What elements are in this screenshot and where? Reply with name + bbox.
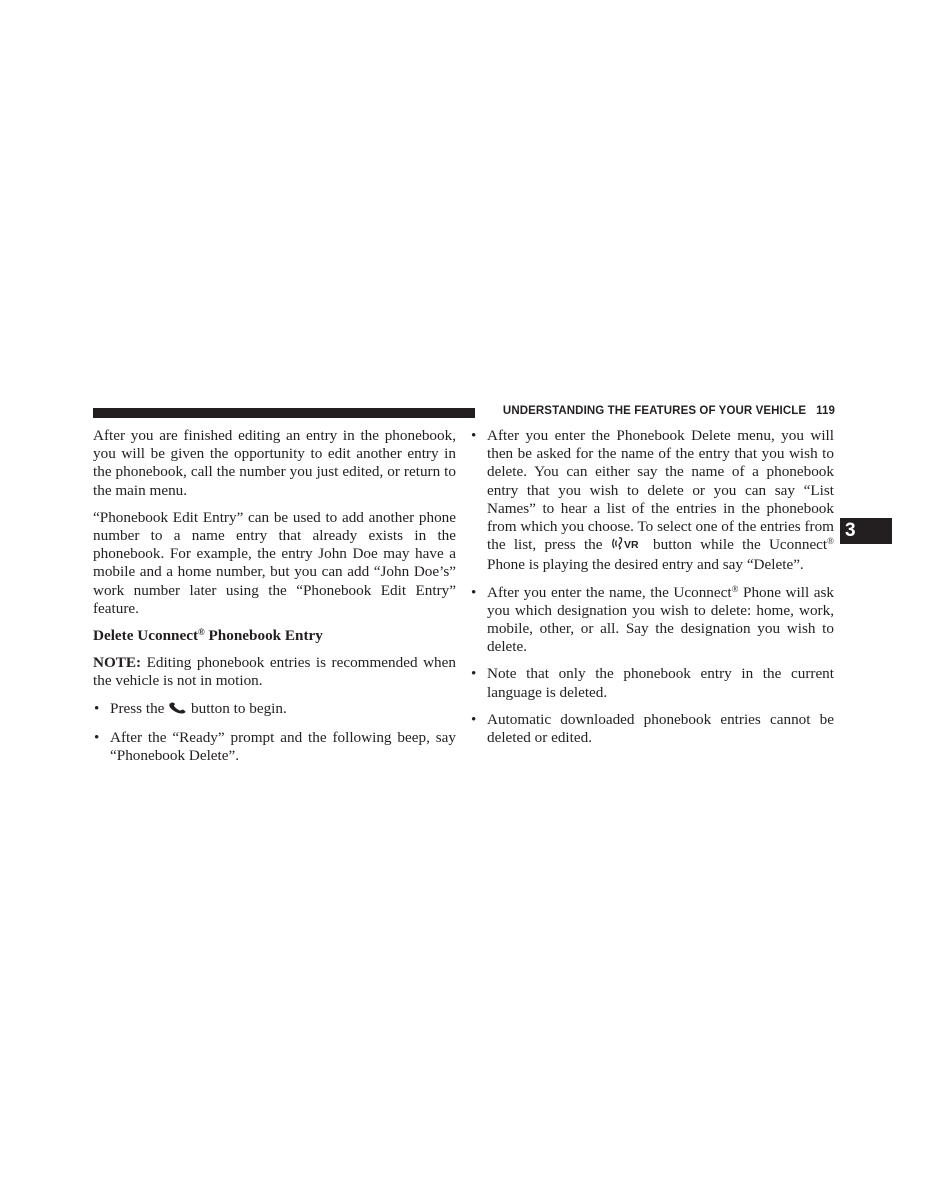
right-column xyxy=(470,427,834,756)
running-header xyxy=(482,405,835,417)
phone-icon xyxy=(168,702,187,720)
intro-paragraph: After you are finished editing an entry in the phonebook, you will be given the opportunity to edit another entry in the phonebook, call the number you just edited, or return to the main menu. xyxy=(93,427,456,499)
left-column xyxy=(93,427,456,774)
voice-recognition-icon xyxy=(611,536,645,556)
edit-entry-paragraph: “Phonebook Edit Entry” can be used to add another phone number to a name entry that already exists in the phonebook. For example, the entry John Doe may have a mobile and a home number, but you can add “John Doe’s” work number later using the “Phonebook Edit Entry” feature. xyxy=(93,508,456,617)
svg-text:VR: VR xyxy=(623,539,639,552)
page-number: 119 xyxy=(816,405,835,417)
list-item: • After you enter the Phonebook Delete menu, you will then be asked for the name of the entry that you wish to delete. You can either say the name of a phonebook entry that you wish to delete or you can say “List Names” to hear a list of the entries in the phonebook from which you choose. To select one of the entries from the list, press the VR button while the Uconnect® Phone is playing the desired entry and say “Delete”. xyxy=(470,427,834,575)
note-paragraph: NOTE: Editing phonebook entries is recommended when the vehicle is not in motion. xyxy=(93,654,456,690)
header-rule xyxy=(93,408,475,418)
list-item: • Note that only the phonebook entry in the current language is deleted. xyxy=(470,665,834,701)
list-item: • After you enter the name, the Uconnect® Phone will ask you which designation you wish to delete: home, work, mobile, other, or all. Say the designation you wish to delete. xyxy=(470,584,834,657)
note-label: NOTE: xyxy=(93,654,142,672)
right-bullet-list xyxy=(470,427,834,747)
list-item: • Automatic downloaded phonebook entries cannot be deleted or edited. xyxy=(470,711,834,747)
list-item: • Press the button to begin. xyxy=(93,700,456,720)
section-title: UNDERSTANDING THE FEATURES OF YOUR VEHICLE xyxy=(502,405,807,417)
list-item: • After the “Ready” prompt and the following beep, say “Phonebook Delete”. xyxy=(93,729,456,765)
section-heading: Delete Uconnect® Phonebook Entry xyxy=(93,627,323,645)
chapter-tab: 3 xyxy=(840,518,892,544)
left-bullet-list xyxy=(93,700,456,766)
